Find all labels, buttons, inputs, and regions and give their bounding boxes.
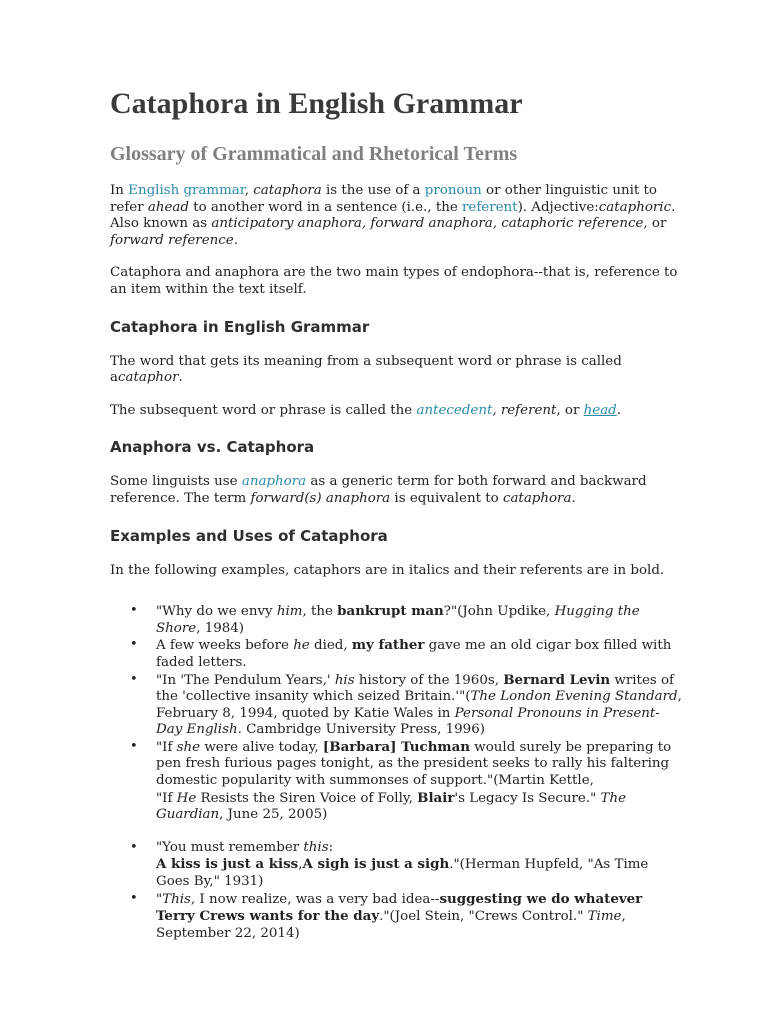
examples-intro: In the following examples, cataphors are in italics and their referents are in bold. <box>110 562 665 578</box>
antecedent-link[interactable]: antecedent <box>416 402 493 418</box>
referent-link[interactable]: referent <box>462 199 518 215</box>
list-item: • "If she were alive today, [Barbara] Tuchman would surely be preparing to pen fresh furious pages tonight, as the president seeks to rally his faltering domestic popularity with summonses of support."(Martin Kettle, "If He Resists the Siren Voice of Folly, Blair's Legacy Is Secure." The Guardian, June 25, 2005) <box>130 738 672 823</box>
pronoun-link[interactable]: pronoun <box>424 183 482 198</box>
list-item: • "This, I now realize, was a very bad idea--suggesting we do whatever Terry Crews wants for the day."(Joel Stein, "Crews Control." Time, September 22, 2014) <box>130 890 643 941</box>
section-heading-cataphora: Cataphora in English Grammar <box>110 317 370 336</box>
bullet-icon: • <box>130 637 138 653</box>
page-title: Cataphora in English Grammar <box>110 87 523 120</box>
english-grammar-link[interactable]: English grammar <box>128 183 245 198</box>
list-item: • "In 'The Pendulum Years,' his history of the 1960s, Bernard Levin writes of the 'collective insanity which seized Britain.'"(The London Evening Standard, February 8, 1994, quoted by Katie Wales in Personal Pronouns in Present-Day English. Cambridge University Press, 1996) <box>130 671 682 738</box>
anaphora-paragraph: Some linguists use anaphora as a generic term for both forward and backward reference. The term forward(s) anaphora is equivalent to cataphora. <box>110 474 647 506</box>
list-item: • "Why do we envy him, the bankrupt man?"(John Updike, Hugging the Shore, 1984) <box>130 603 640 636</box>
head-link[interactable]: head <box>583 402 617 418</box>
bullet-icon: • <box>130 839 138 855</box>
antecedent-paragraph: The subsequent word or phrase is called the antecedent, referent, or head. <box>110 402 622 418</box>
bullet-icon: • <box>130 671 138 687</box>
endophora-paragraph: Cataphora and anaphora are the two main types of endophora--that is, reference to an item within the text itself. <box>110 265 678 297</box>
section-heading-anaphora-vs-cataphora: Anaphora vs. Cataphora <box>110 438 315 457</box>
list-item: • A few weeks before he died, my father gave me an old cigar box filled with faded letters. <box>130 637 672 670</box>
intro-paragraph: In English grammar, cataphora is the use of a pronoun or other linguistic unit to refer ahead to another word in a sentence (i.e., the referent). Adjective:cataphoric. Also known as anticipatory anaphora, forward anaphora, cataphoric reference, or forward reference. <box>110 183 676 248</box>
section-heading-examples: Examples and Uses of Cataphora <box>110 526 388 545</box>
bullet-icon: • <box>130 738 138 754</box>
bullet-icon: • <box>130 890 138 906</box>
examples-list <box>110 603 685 942</box>
list-item: • "You must remember this: A kiss is just a kiss,A sigh is just a sigh."(Herman Hupfeld, "As Time Goes By," 1931) <box>130 839 649 890</box>
anaphora-link[interactable]: anaphora <box>241 474 307 490</box>
cataphor-definition: The word that gets its meaning from a subsequent word or phrase is called acataphor. <box>110 353 622 386</box>
page-subtitle: Glossary of Grammatical and Rhetorical Terms <box>110 143 518 165</box>
bullet-icon: • <box>130 603 138 619</box>
article <box>110 84 685 942</box>
